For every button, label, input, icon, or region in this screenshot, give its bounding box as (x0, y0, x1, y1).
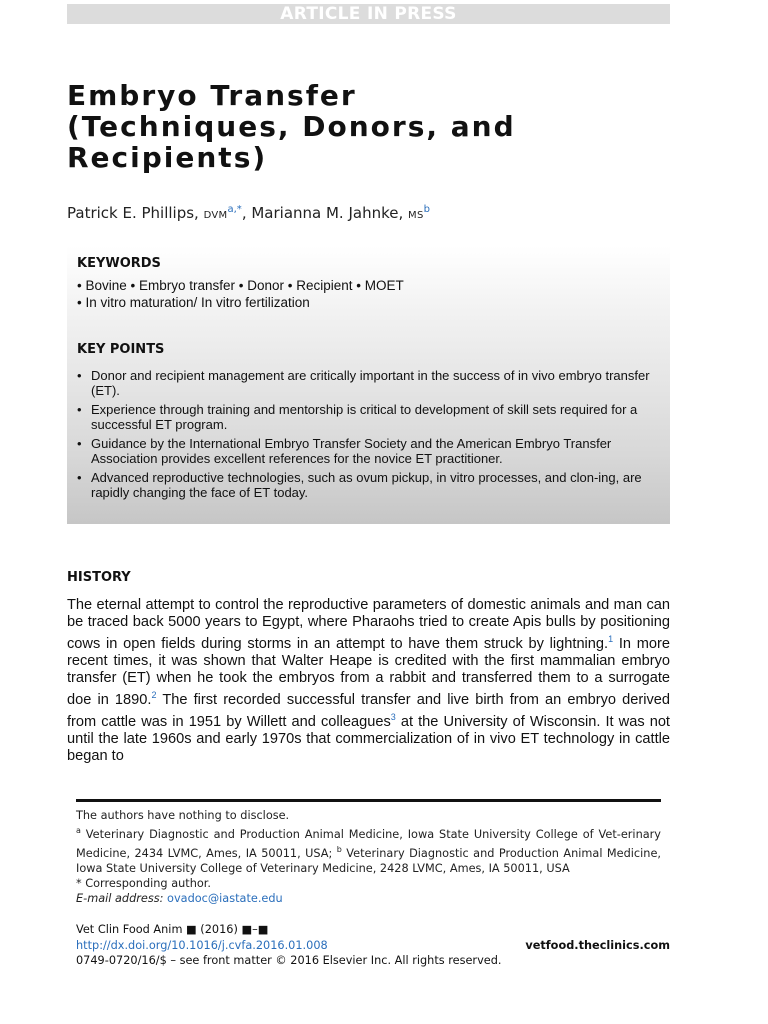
doi-link[interactable]: http://dx.doi.org/10.1016/j.cvfa.2016.01.008 (76, 938, 328, 952)
doi-row (76, 938, 670, 954)
author-1-affiliation-mark[interactable]: a,* (227, 204, 242, 215)
author-1-name: Patrick E. Phillips, (67, 204, 204, 222)
key-points-list (77, 368, 659, 504)
reference-link-1[interactable]: 1 (608, 634, 614, 644)
key-point-item: • Experience through training and mentorship is critical to development of skill sets required for a successful ET program. (77, 402, 659, 432)
keywords-line-1: • Bovine • Embryo transfer • Donor • Recipient • MOET (77, 278, 404, 293)
journal-website[interactable]: vetfood.theclinics.com (525, 938, 670, 952)
email-link[interactable]: ovadoc@iastate.edu (167, 891, 283, 905)
journal-info (76, 922, 670, 969)
key-point-item: • Donor and recipient management are critically important in the success of in vivo embryo transfer (ET). (77, 368, 659, 398)
article-in-press-banner: ARTICLE IN PRESS (67, 4, 670, 24)
citation-line: Vet Clin Food Anim ■ (2016) ■–■ (76, 923, 269, 936)
email-note (76, 891, 661, 906)
history-text-3: The first recorded successful transfer and live birth from an embryo derived from cattle was in 1951 by Willett and colleagues (67, 691, 670, 730)
email-label: E-mail address: (76, 891, 168, 905)
copyright-line: 0749-0720/16/$ – see front matter © 2016 Elsevier Inc. All rights reserved. (76, 954, 502, 967)
history-text-4: at the University of Wisconsin. It was not until the late 1960s and early 1970s that commercialization of in vivo ET technology in cattle began to (67, 713, 670, 764)
author-2-affiliation-mark[interactable]: b (423, 204, 430, 215)
affiliations-note (76, 823, 661, 876)
title-line-1: Embryo Transfer (67, 79, 357, 112)
affiliation-b: Veterinary Diagnostic and Production Animal Medicine, Iowa State University College of Veterinary Medicine, 2428 LVMC, Ames, IA 50011, USA (76, 846, 661, 875)
title-line-2: (Techniques, Donors, and (67, 110, 516, 143)
author-1-degree: DVM (203, 210, 228, 221)
author-2-degree: MS (408, 210, 424, 221)
reference-link-3[interactable]: 3 (390, 711, 396, 722)
keywords-line-2: • In vitro maturation/ In vitro fertilization (77, 295, 310, 310)
keywords-keypoints-box (67, 246, 670, 524)
keywords-heading: KEYWORDS (77, 256, 161, 271)
author-separator: , (241, 204, 252, 222)
key-points-heading: KEY POINTS (77, 342, 165, 357)
article-title (67, 80, 667, 173)
affiliation-b-mark: b (336, 844, 342, 854)
history-paragraph (67, 597, 670, 765)
affiliation-a: Veterinary Diagnostic and Production Animal Medicine, Iowa State University College of Vet-erinary Medicine, 2434 LVMC, Ames, IA 50011, USA; (76, 827, 661, 860)
corresponding-author-note: * Corresponding author. (76, 876, 211, 890)
disclosure-note: The authors have nothing to disclose. (76, 809, 290, 822)
author-2-name: Marianna M. Jahnke, (251, 204, 409, 222)
history-text-2: In more recent times, it was shown that Walter Heape is credited with the first mammalian embryo transfer (ET) when he took the embryos from a rabbit and transferred them to a surrogate doe in 1890. (67, 635, 671, 708)
footnote-divider (76, 799, 661, 802)
title-line-3: Recipients) (67, 141, 268, 174)
key-point-item: • Advanced reproductive technologies, such as ovum pickup, in vitro processes, and clon-ing, are rapidly changing the face of ET today. (77, 470, 659, 500)
history-text-1: The eternal attempt to control the reproductive parameters of domestic animals and man can be traced back 5000 years to Egypt, where Pharaohs tried to create Apis bulls by positioning cows in open fields during storms in an attempt to have them struck by lightning. (67, 597, 670, 652)
history-heading: HISTORY (67, 570, 131, 585)
reference-link-2[interactable]: 2 (151, 689, 157, 700)
affiliation-a-mark: a (76, 826, 81, 835)
author-list (67, 204, 430, 222)
key-point-item: • Guidance by the International Embryo Transfer Society and the American Embryo Transfer Association provides excellent references for the novice ET practitioner. (77, 436, 659, 466)
footnotes (76, 808, 661, 906)
